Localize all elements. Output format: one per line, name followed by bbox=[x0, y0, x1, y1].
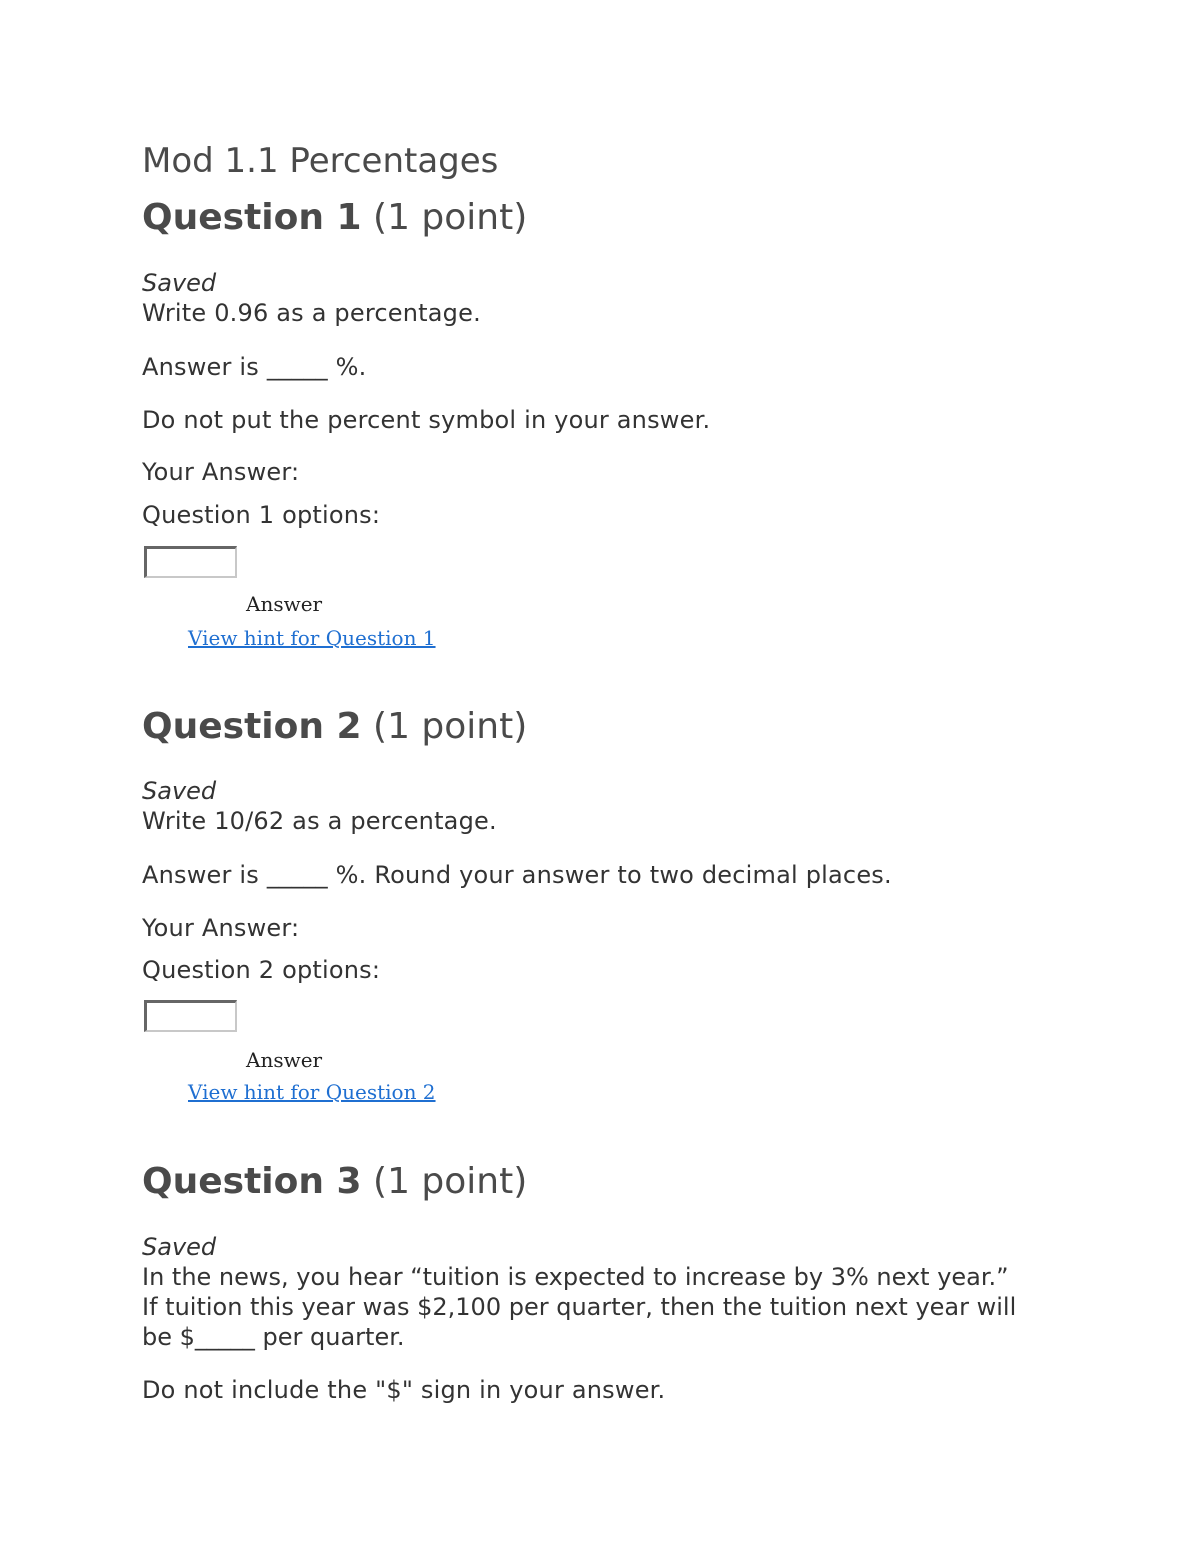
question-1-instruction: Answer is _____ %. bbox=[142, 353, 367, 381]
question-1-answer-caption: Answer bbox=[246, 592, 323, 616]
question-3-note: Do not include the "$" sign in your answer. bbox=[142, 1376, 666, 1404]
question-2-answer-caption: Answer bbox=[246, 1048, 323, 1072]
question-1-points: (1 point) bbox=[373, 197, 528, 238]
question-1-your-answer-label: Your Answer: bbox=[142, 458, 300, 486]
question-2-your-answer-label: Your Answer: bbox=[142, 914, 300, 942]
question-2-answer-input[interactable] bbox=[144, 1000, 237, 1032]
question-1-heading bbox=[142, 196, 527, 240]
question-1-options-label: Question 1 options: bbox=[142, 501, 381, 529]
question-2-hint-link[interactable]: View hint for Question 2 bbox=[188, 1080, 436, 1104]
question-1-saved-status: Saved bbox=[142, 269, 217, 297]
question-2-options-label: Question 2 options: bbox=[142, 956, 381, 984]
page-title: Mod 1.1 Percentages bbox=[142, 141, 499, 181]
question-2-saved-status: Saved bbox=[142, 777, 217, 805]
question-3-number: Question 3 bbox=[142, 1161, 362, 1202]
question-3-heading bbox=[142, 1160, 527, 1204]
question-3-saved-status: Saved bbox=[142, 1233, 217, 1261]
question-2-prompt: Write 10/62 as a percentage. bbox=[142, 807, 497, 835]
question-2-number: Question 2 bbox=[142, 706, 362, 747]
question-2-heading bbox=[142, 705, 527, 749]
question-3-prompt: In the news, you hear “tuition is expected to increase by 3% next year.” If tuition this year was $2,100 per quarter, then the tuition next year will be $_____ per quarter. bbox=[142, 1263, 1017, 1351]
question-1-hint-link[interactable]: View hint for Question 1 bbox=[188, 626, 436, 650]
question-2-points: (1 point) bbox=[373, 706, 528, 747]
question-2-instruction: Answer is _____ %. Round your answer to two decimal places. bbox=[142, 861, 892, 889]
question-1-number: Question 1 bbox=[142, 197, 362, 238]
question-1-answer-input[interactable] bbox=[144, 546, 237, 578]
question-1-note: Do not put the percent symbol in your answer. bbox=[142, 406, 711, 434]
question-1-prompt: Write 0.96 as a percentage. bbox=[142, 299, 481, 327]
question-3-points: (1 point) bbox=[373, 1161, 528, 1202]
